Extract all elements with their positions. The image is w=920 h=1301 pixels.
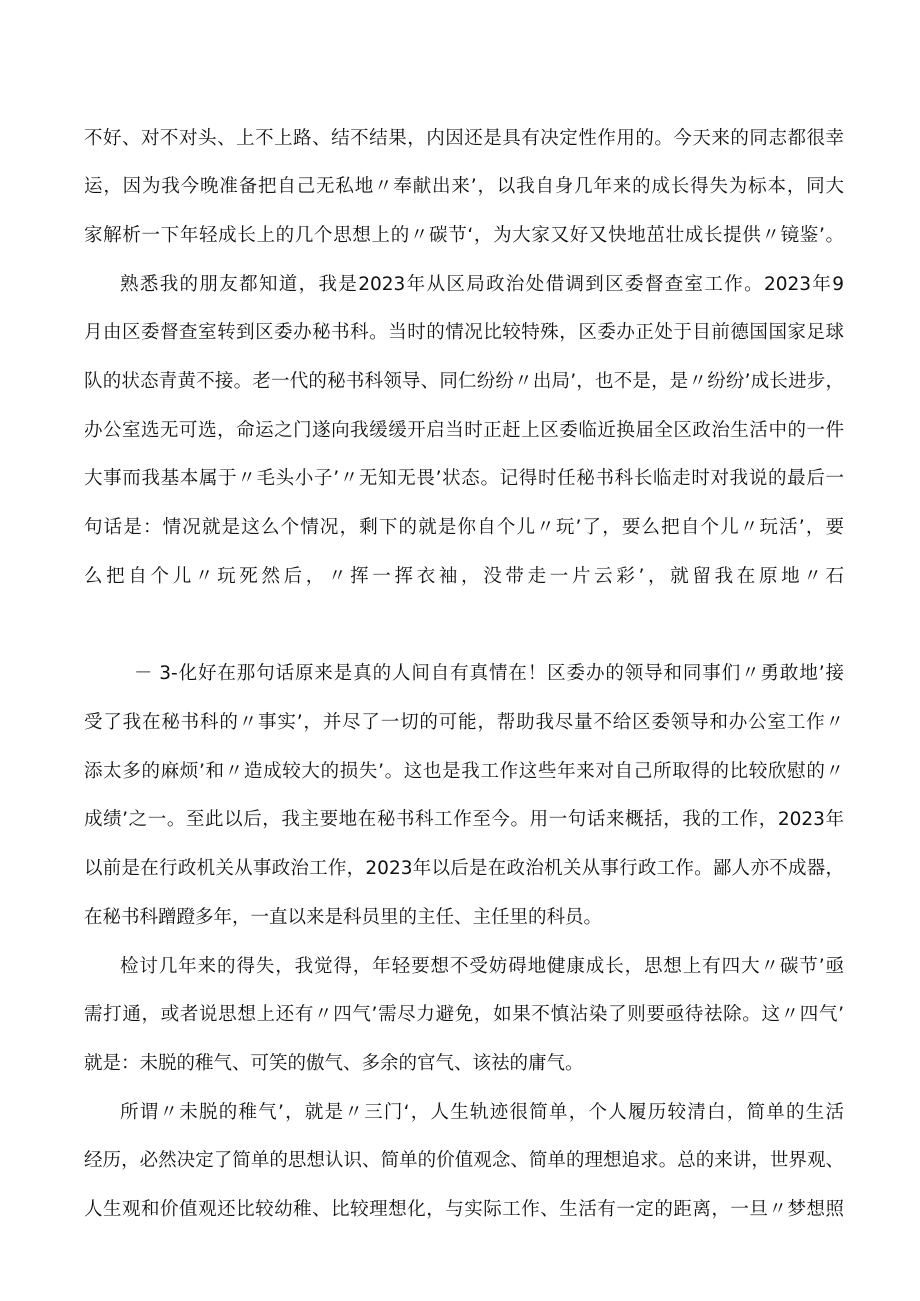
- text-line: 受了我在秘书科的〃事实’，并尽了一切的可能，帮助我尽量不给区委领导和办公室工作〃: [84, 712, 844, 733]
- text-line: 在秘书科蹭蹬多年，一直以来是科员里的主任、主任里的科员。: [84, 907, 603, 928]
- text-line: 需打通，或者说思想上还有〃四气’需尽力避免，如果不慎沾染了则要亟待祛除。这〃四气’: [84, 1004, 844, 1025]
- text-line: 就是：未脱的稚气、可笑的傲气、多余的官气、该祛的庸气。: [84, 1053, 584, 1074]
- text-line: 大事而我基本属于〃毛头小子’〃无知无畏’状态。记得时任秘书科长临走时对我说的最后一: [84, 468, 844, 489]
- text-line: 队的状态青黄不接。老一代的秘书科领导、同仁纷纷〃出局’，也不是，是〃纷纷’成长进步，: [84, 371, 844, 392]
- text-line: 添太多的麻烦’和〃造成较大的损失’。这也是我工作这些年来对自己所取得的比较欣慰的〃: [84, 761, 844, 782]
- text-line: 成绩’之一。至此以后，我主要地在秘书科工作至今。用一句话来概括，我的工作，2023年: [84, 809, 844, 830]
- text-line: 熟悉我的朋友都知道，我是2023年从区局政治处借调到区委督查室工作。2023年9: [120, 274, 844, 295]
- text-line: 不好、对不对头、上不上路、结不结果，内因还是具有决定性作用的。今天来的同志都很幸: [84, 128, 844, 149]
- text-line: － 3-化好在那句话原来是真的人间自有真情在！区委办的领导和同事们〃勇敢地’接: [134, 663, 844, 684]
- text-line: 所谓〃未脱的稚气’，就是〃三门‘，人生轨迹很简单，个人履历较清白，简单的生活: [120, 1102, 844, 1123]
- text-line: 经历，必然决定了简单的思想认识、简单的价值观念、简单的理想追求。总的来讲，世界观、: [84, 1150, 844, 1171]
- text-line: 家解析一下年轻成长上的几个思想上的〃碳节‘，为大家又好又快地茁壮成长提供〃镜鉴’。: [84, 225, 844, 246]
- text-line: 办公室选无可选，命运之门遂向我缓缓开启当时正赶上区委临近换届全区政治生活中的一件: [84, 420, 844, 441]
- text-line: 句话是：情况就是这么个情况，剩下的就是你自个儿〃玩’了，要么把自个儿〃玩活’，要: [84, 517, 844, 538]
- text-line: 么把自个儿〃玩死然后，〃挥一挥衣袖，没带走一片云彩’，就留我在原地〃石: [84, 566, 844, 587]
- text-line: 检讨几年来的得失，我觉得，年轻要想不受妨碍地健康成长，思想上有四大〃碳节’亟: [120, 956, 844, 977]
- text-line: 月由区委督查室转到区委办秘书科。当时的情况比较特殊，区委办正处于目前德国国家足球: [84, 322, 844, 343]
- text-line: 以前是在行政机关从事政治工作，2023年以后是在政治机关从事行政工作。鄙人亦不成器，: [84, 858, 844, 879]
- text-line: 人生观和价值观还比较幼稚、比较理想化，与实际工作、生活有一定的距离，一旦〃梦想照: [84, 1199, 844, 1220]
- text-line: 运，因为我今晚准备把自己无私地〃奉献出来’，以我自身几年来的成长得失为标本，同大: [84, 176, 844, 197]
